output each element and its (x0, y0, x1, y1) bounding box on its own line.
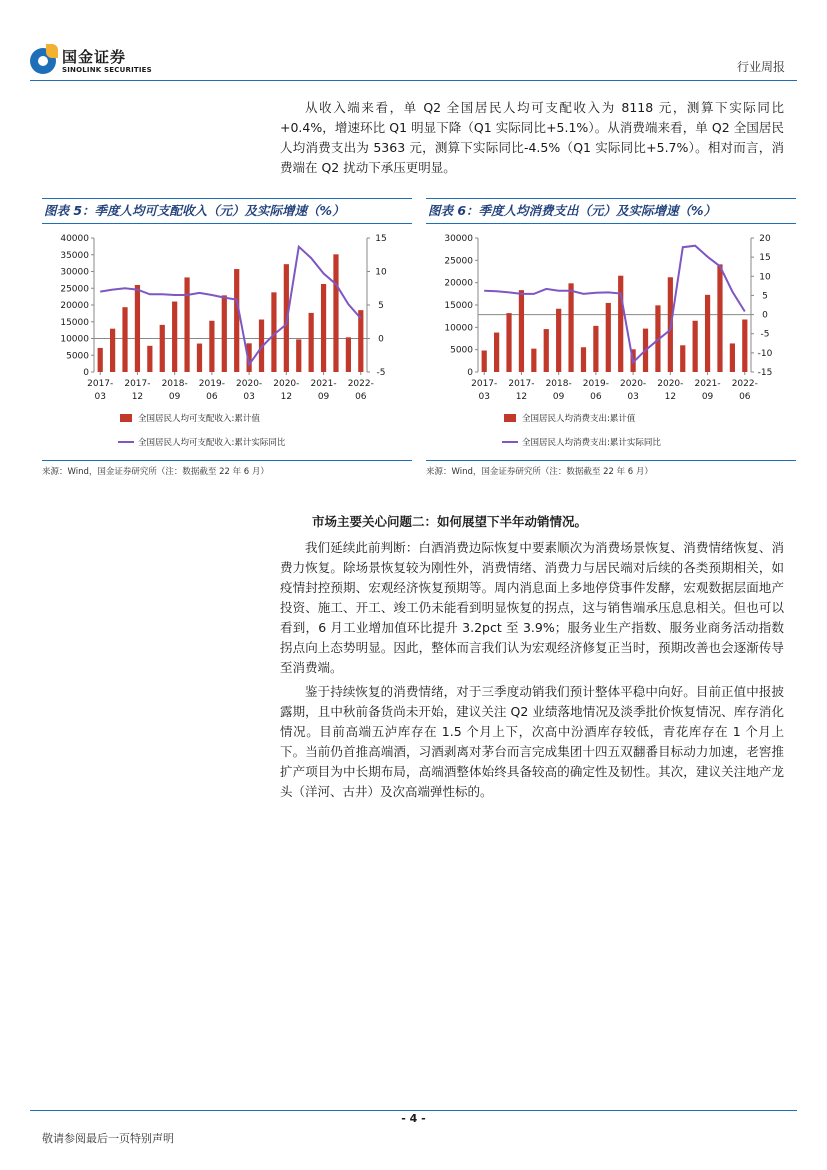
y-left-tick-label: 10000 (60, 334, 89, 345)
logo-chinese-name: 国金证券 (62, 48, 127, 66)
x-tick-label-month: 12 (515, 392, 528, 402)
bar-4 (531, 349, 536, 372)
bar-19 (717, 264, 722, 372)
legend-bar-swatch (120, 414, 132, 422)
x-tick-label-year: 2020- (657, 379, 684, 389)
bar-20 (346, 337, 351, 372)
y-left-tick-label: 15000 (444, 301, 473, 311)
bar-16 (680, 345, 685, 372)
figure-5 (42, 198, 412, 477)
bar-9 (593, 326, 598, 372)
bar-19 (333, 254, 338, 372)
figure-6-title: 图表 6：季度人均消费支出（元）及实际增速（%） (426, 198, 796, 224)
bar-8 (197, 344, 202, 372)
page-header (0, 0, 827, 86)
x-tick-label-month: 06 (206, 392, 218, 402)
logo-english-name: SINOLINK SECURITIES (62, 66, 152, 74)
header-divider (30, 80, 797, 81)
bar-9 (209, 321, 214, 372)
x-tick-label-month: 12 (664, 392, 677, 402)
x-tick-label-year: 2019- (582, 379, 609, 389)
x-tick-label-month: 03 (478, 392, 490, 402)
x-tick-label-year: 2017- (124, 379, 151, 389)
body-paragraph-2: 鉴于持续恢复的消费情绪，对于三季度动销我们预计整体平稳中向好。目前正值中报披露期，且中秋前备货尚未开始，建议关注 Q2 业绩落地情况及淡季批价恢复情况、库存消化情况。目前高端五泸库存在 1.5 个月上下，次高中汾酒库存较低，青花库存在 1 个月上下。当前仍首推高端酒，习酒剥离对茅台而言完成集团十四五双翻番目标动力加速，老窖推扩产项目为中长期布局，高端酒整体始终具备较高的确定性及韧性。其次，建议关注地产龙头（洋河、古井）及次高端弹性标的。 (280, 684, 784, 799)
x-tick-label-month: 12 (280, 392, 293, 402)
y-right-tick-label: 20 (759, 234, 771, 244)
bar-21 (358, 310, 363, 372)
x-tick-label-year: 2018- (161, 379, 188, 389)
body-paragraph-1: 我们延续此前判断：白酒消费边际恢复中要素顺次为消费场景恢复、消费情绪恢复、消费力恢复。除场景恢复较为刚性外，消费情绪、消费力与居民端对后续的各类预期相关，如疫情封控预期、宏观经济恢复预期等。周内消息面上多地停贷事件发酵，宏观数据层面地产投资、施工、开工、竣工仍未能看到明显恢复的拐点，这与销售端承压息息相关。但也可以看到，6 月工业增加值环比提升 3.2pct 至 3.9%；服务业生产指数、服务业商务活动指数拐点向上态势明显。因此，整体而言我们认为宏观经济修复正当时，预期改善也会逐渐传导至消费端。 (280, 540, 784, 675)
y-right-tick-label: -10 (757, 348, 773, 359)
bar-16 (296, 339, 301, 372)
y-left-tick-label: 25000 (444, 256, 473, 267)
x-tick-label-year: 2017- (471, 379, 498, 389)
section-heading: 市场主要关心问题二：如何展望下半年动销情况。 (312, 514, 588, 529)
y-left-tick-label: 35000 (60, 250, 89, 261)
y-right-tick-label: -5 (760, 329, 770, 340)
x-tick-label-year: 2021- (310, 379, 337, 389)
x-tick-label-year: 2020- (620, 379, 647, 389)
y-left-tick-label: 30000 (444, 234, 473, 244)
y-left-tick-label: 30000 (60, 267, 89, 278)
x-tick-label-month: 09 (552, 392, 565, 402)
bar-3 (519, 290, 524, 372)
y-right-tick-label: 15 (759, 253, 771, 264)
bar-5 (544, 329, 549, 372)
bar-6 (172, 302, 177, 372)
x-tick-label-year: 2017- (87, 379, 114, 389)
y-right-tick-label: -15 (757, 368, 773, 378)
x-tick-label-year: 2018- (545, 379, 572, 389)
bar-2 (122, 307, 127, 372)
x-tick-label-month: 03 (627, 392, 639, 402)
figure-6-chart (426, 224, 796, 460)
x-tick-label-month: 06 (355, 392, 367, 402)
footer-disclaimer: 敬请参阅最后一页特别声明 (42, 1132, 174, 1145)
bar-17 (693, 321, 698, 372)
y-right-tick-label: 10 (375, 267, 387, 278)
figure-5-source: 来源：Wind，国金证券研究所（注：数据截至 22 年 6 月） (42, 460, 412, 477)
y-right-tick-label: 0 (762, 310, 768, 321)
page-number: - 4 - (401, 1112, 426, 1125)
figure-6 (426, 198, 796, 477)
x-tick-label-month: 09 (317, 392, 330, 402)
bar-5 (160, 325, 165, 372)
legend-bar-label: 全国居民人均消费支出:累计值 (522, 414, 636, 424)
bar-18 (705, 295, 710, 372)
bar-2 (506, 313, 511, 372)
bar-17 (309, 313, 314, 372)
x-tick-label-year: 2020- (236, 379, 263, 389)
y-left-tick-label: 5000 (66, 351, 89, 362)
x-tick-label-year: 2020- (273, 379, 300, 389)
y-left-tick-label: 0 (83, 368, 89, 378)
x-tick-label-year: 2019- (198, 379, 225, 389)
bar-20 (730, 343, 735, 372)
bar-6 (556, 309, 561, 372)
bar-1 (494, 333, 499, 372)
bar-1 (110, 329, 115, 372)
x-tick-label-month: 06 (739, 392, 751, 402)
bar-10 (606, 303, 611, 372)
figure-6-source: 来源：Wind，国金证券研究所（注：数据截至 22 年 6 月） (426, 460, 796, 477)
x-tick-label-month: 12 (131, 392, 144, 402)
report-type: 行业周报 (736, 60, 785, 74)
y-left-tick-label: 0 (467, 368, 473, 378)
y-left-tick-label: 40000 (60, 234, 89, 244)
x-tick-label-month: 09 (168, 392, 181, 402)
x-tick-label-year: 2017- (508, 379, 535, 389)
intro-paragraph: 从收入端来看，单 Q2 全国居民人均可支配收入为 8118 元，测算下实际同比+0.4%，增速环比 Q1 明显下降（Q1 实际同比+5.1%）。从消费端来看，单 Q2 全国居民人均消费支出为 5363 元，测算下实际同比-4.5%（Q1 实际同比+5.7%）。相对而言，消费端在 Q2 扰动下承压更明显。 (280, 100, 784, 175)
y-left-tick-label: 20000 (60, 301, 89, 311)
x-tick-label-month: 06 (590, 392, 602, 402)
legend-line-label: 全国居民人均可支配收入:累计实际同比 (138, 438, 286, 448)
bar-8 (581, 347, 586, 372)
bar-18 (321, 284, 326, 372)
y-right-tick-label: 5 (378, 301, 384, 311)
y-right-tick-label: 15 (375, 234, 387, 244)
bar-3 (135, 285, 140, 372)
legend-line-label: 全国居民人均消费支出:累计实际同比 (522, 438, 661, 448)
bar-0 (98, 348, 103, 372)
y-left-tick-label: 25000 (60, 284, 89, 295)
y-right-tick-label: -5 (376, 368, 386, 378)
bar-7 (184, 277, 189, 372)
bar-21 (742, 319, 747, 372)
x-tick-label-month: 03 (243, 392, 255, 402)
bar-0 (482, 351, 487, 372)
x-tick-label-month: 03 (94, 392, 106, 402)
bar-11 (618, 276, 623, 372)
x-tick-label-year: 2022- (347, 379, 374, 389)
bar-7 (568, 283, 573, 372)
y-left-tick-label: 20000 (444, 278, 473, 289)
footer-divider (30, 1110, 797, 1111)
x-tick-label-year: 2022- (731, 379, 758, 389)
legend-bar-swatch (504, 414, 516, 422)
logo-accent-icon (46, 44, 58, 58)
bar-10 (222, 295, 227, 372)
y-right-tick-label: 5 (762, 291, 768, 302)
y-left-tick-label: 15000 (60, 317, 89, 328)
y-right-tick-label: 10 (759, 272, 771, 283)
y-right-tick-label: 0 (378, 334, 384, 345)
figure-5-title: 图表 5：季度人均可支配收入（元）及实际增速（%） (42, 198, 412, 224)
bar-4 (147, 346, 152, 372)
x-tick-label-month: 09 (701, 392, 714, 402)
y-left-tick-label: 10000 (444, 323, 473, 334)
y-left-tick-label: 5000 (450, 345, 473, 356)
figure-5-chart (42, 224, 412, 460)
legend-bar-label: 全国居民人均可支配收入:累计值 (138, 414, 260, 424)
x-tick-label-year: 2021- (694, 379, 721, 389)
bar-11 (234, 269, 239, 372)
